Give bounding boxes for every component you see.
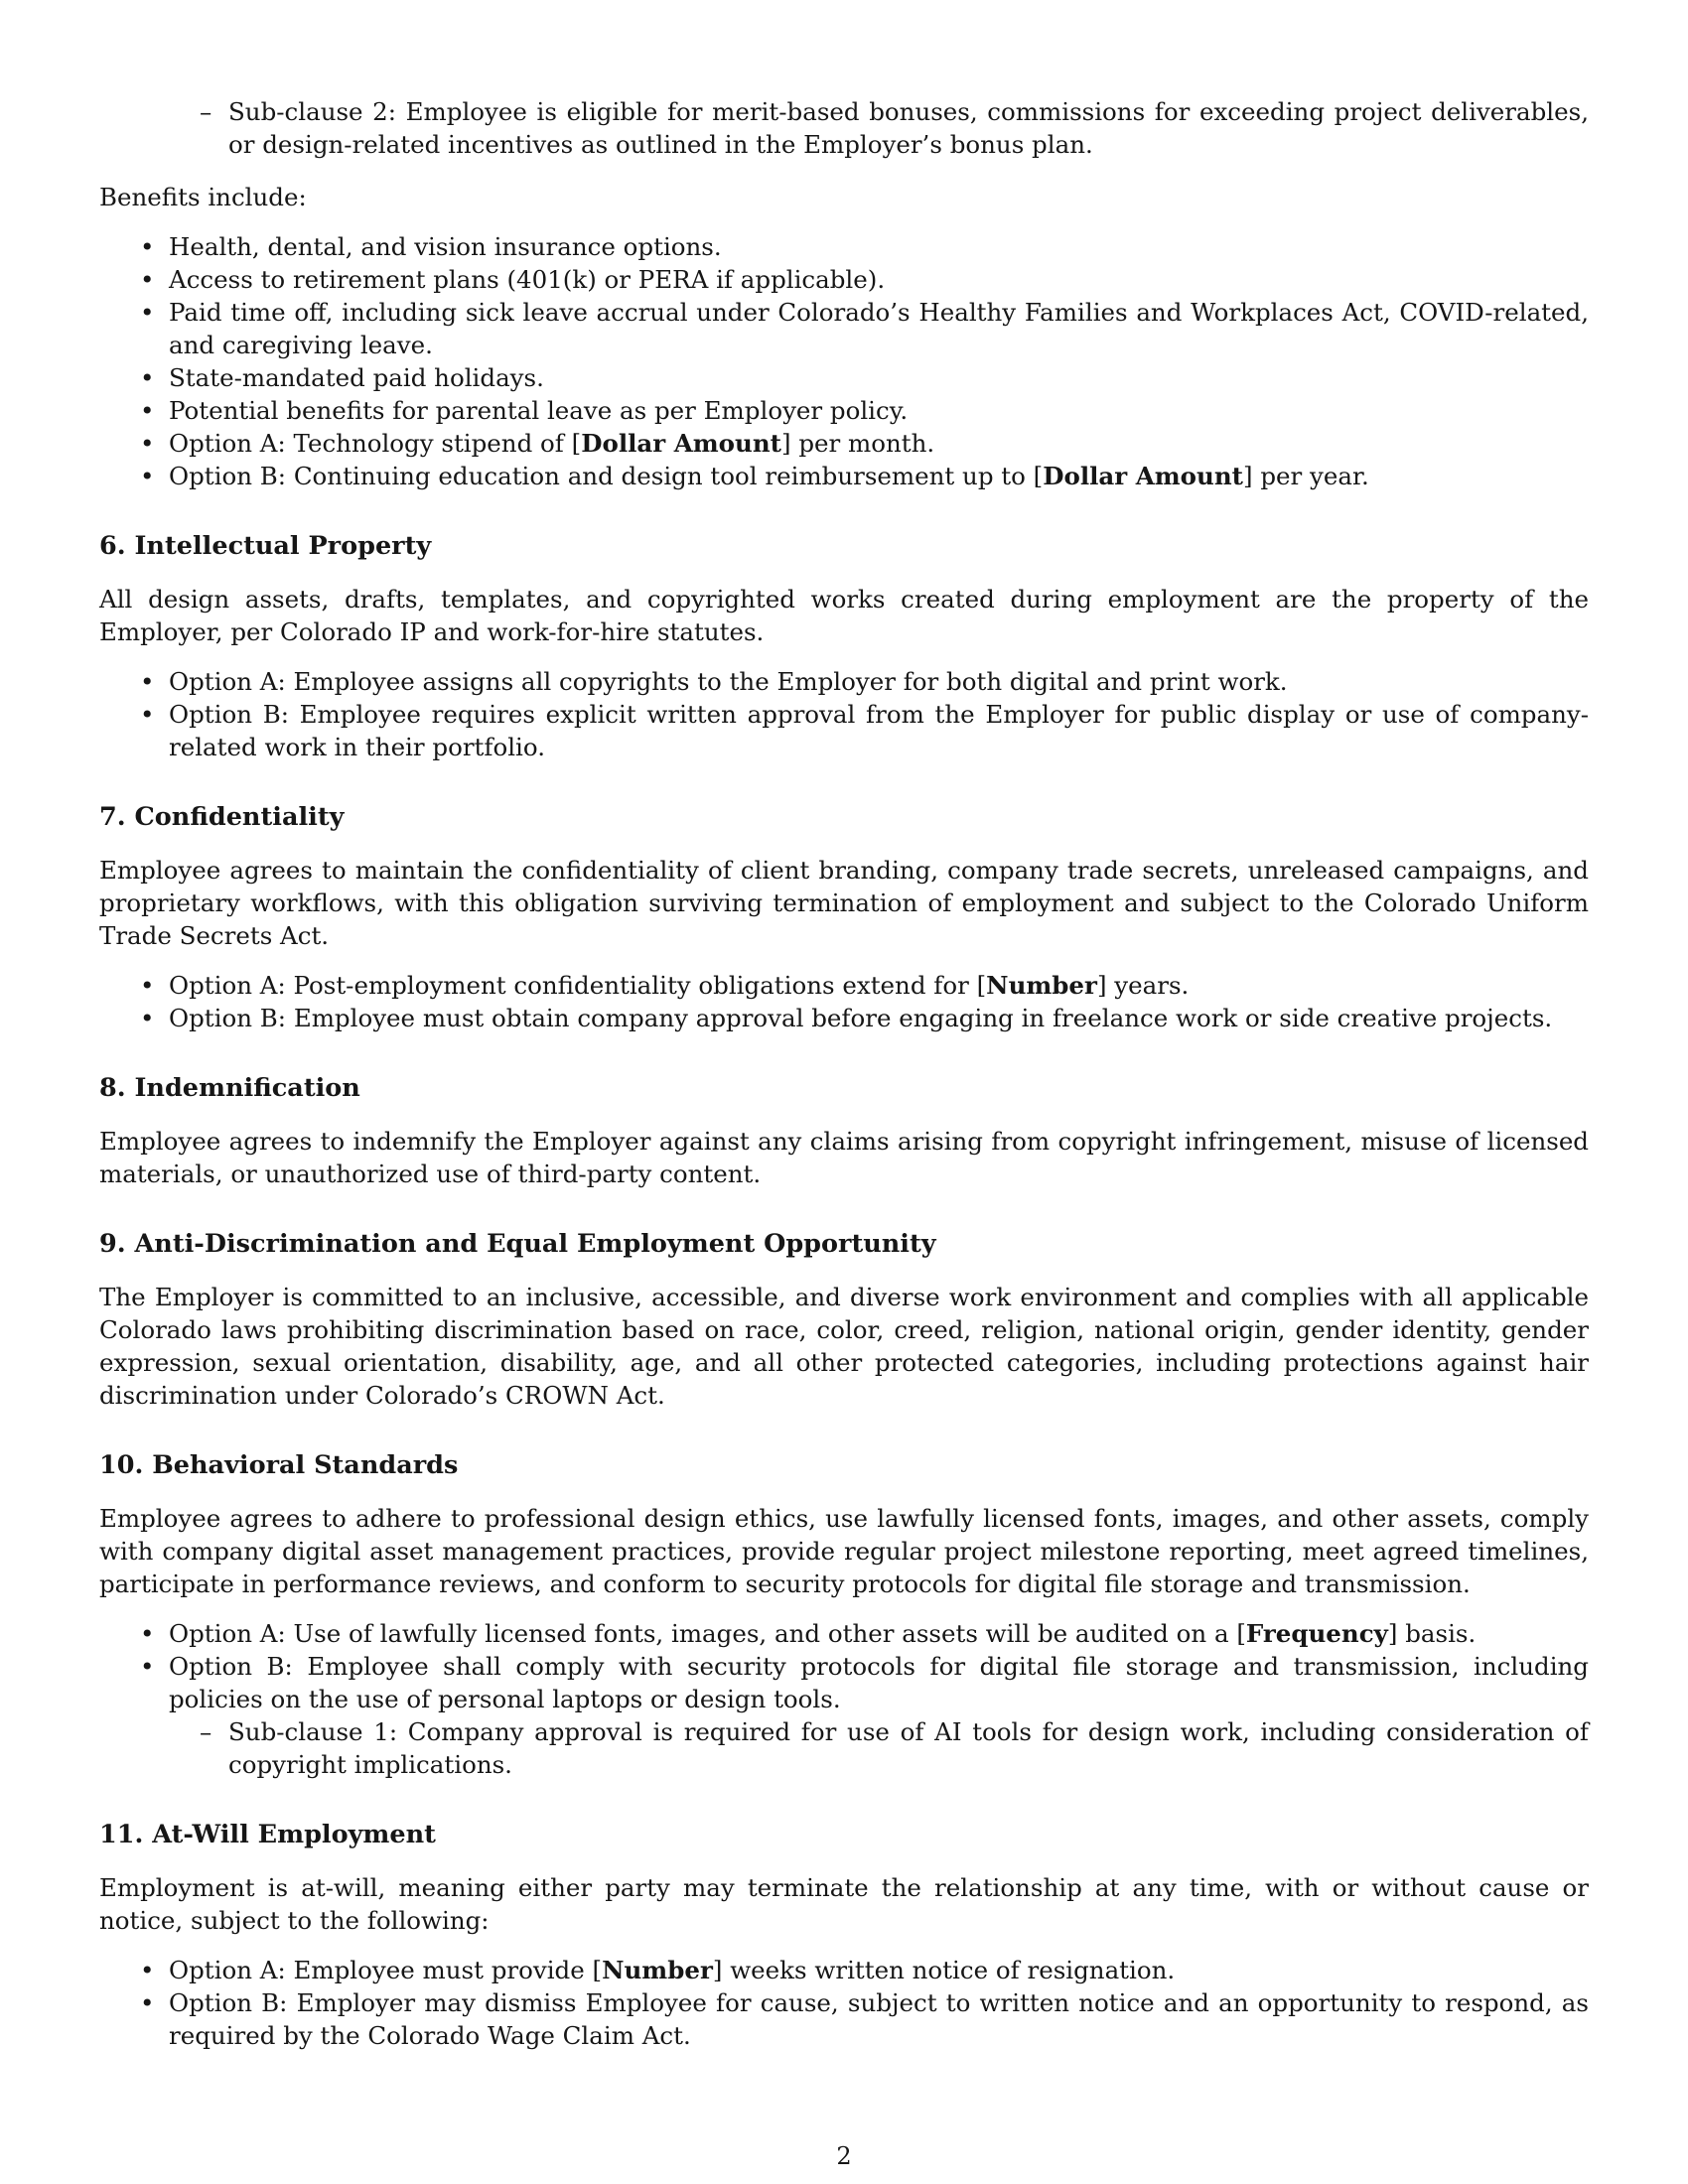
section-6-options [99,665,1589,763]
section-body-7: Employee agrees to maintain the confidentiality of client branding, company trade secrets, unreleased campaigns, and proprietary workflows, with this obligation surviving termination of employment and subject to the Colorado Uniform Trade Secrets Act. [99,856,1589,950]
placeholder-field: Dollar Amount [1043,462,1243,490]
list-item: • Option B: Employee must obtain company approval before engaging in freelance work or side creative projects. [99,1002,1589,1034]
benefits-label: Benefits include: [99,183,307,211]
list-item: • Option B: Employee shall comply with security protocols for digital file storage and transmission, including policies on the use of personal laptops or design tools. [99,1650,1589,1715]
section-body-10: Employee agrees to adhere to professional design ethics, use lawfully licensed fonts, images, and other assets, comply with company digital asset management practices, provide regular project milestone reporting, meet agreed timelines, participate in performance reviews, and conform to security protocols for digital file storage and transmission. [99,1504,1589,1598]
document-page [99,95,1589,2052]
subclause-1: – Sub-clause 1: Company approval is required for use of AI tools for design work, including consideration of copyright implications. [99,1715,1589,1781]
list-item: • Option A: Employee must provide [Number] weeks written notice of resignation. [99,1954,1589,1986]
list-item: • Health, dental, and vision insurance options. [99,230,1589,263]
list-item: • Option A: Use of lawfully licensed fonts, images, and other assets will be audited on a [Frequency] basis. [99,1617,1589,1650]
list-item: • Option A: Post-employment confidentiality obligations extend for [Number] years. [99,969,1589,1002]
section-body-11: Employment is at-will, meaning either party may terminate the relationship at any time, with or without cause or notice, subject to the following: [99,1873,1589,1935]
list-item: • Paid time off, including sick leave accrual under Colorado’s Healthy Families and Workplaces Act, COVID-related, and caregiving leave. [99,296,1589,361]
list-item: • Option B: Employer may dismiss Employee for cause, subject to written notice and an opportunity to respond, as required by the Colorado Wage Claim Act. [99,1986,1589,2052]
list-item: • Access to retirement plans (401(k) or PERA if applicable). [99,263,1589,296]
section-heading-6: 6. Intellectual Property [99,531,432,561]
page-number: 2 [836,2142,852,2170]
section-10-options [99,1617,1589,1781]
placeholder-field: Dollar Amount [581,429,781,458]
section-11-options [99,1954,1589,2052]
benefits-list [99,230,1589,492]
section-heading-9: 9. Anti-Discrimination and Equal Employment Opportunity [99,1229,936,1259]
list-item: • Option A: Employee assigns all copyrights to the Employer for both digital and print work. [99,665,1589,698]
placeholder-field: Frequency [1245,1619,1388,1648]
section-body-9: The Employer is committed to an inclusive, accessible, and diverse work environment and complies with all applicable Colorado laws prohibiting discrimination based on race, color, creed, religion, national origin, gender identity, gender expression, sexual orientation, disability, age, and all other protected categories, including protections against hair discrimination under Colorado’s CROWN Act. [99,1283,1589,1410]
section-heading-10: 10. Behavioral Standards [99,1450,459,1480]
list-item: • Potential benefits for parental leave as per Employer policy. [99,394,1589,427]
section-body-8: Employee agrees to indemnify the Employer against any claims arising from copyright infringement, misuse of licensed materials, or unauthorized use of third-party content. [99,1127,1589,1188]
list-item: • Option B: Continuing education and design tool reimbursement up to [Dollar Amount] per year. [99,460,1589,492]
list-item: • Option A: Technology stipend of [Dollar Amount] per month. [99,427,1589,460]
section-heading-8: 8. Indemnification [99,1073,360,1103]
placeholder-field: Number [602,1956,713,1984]
section-7-options [99,969,1589,1034]
section-body-6: All design assets, drafts, templates, and copyrighted works created during employment are the property of the Employer, per Colorado IP and work-for-hire statutes. [99,585,1589,646]
section-heading-11: 11. At-Will Employment [99,1820,436,1849]
intro-subclause-list [99,95,1589,161]
list-item: • State-mandated paid holidays. [99,361,1589,394]
subclause-2: – Sub-clause 2: Employee is eligible for merit-based bonuses, commissions for exceeding project deliverables, or design-related incentives as outlined in the Employer’s bonus plan. [99,95,1589,161]
section-heading-7: 7. Confidentiality [99,802,345,832]
placeholder-field: Number [986,971,1097,1000]
list-item: • Option B: Employee requires explicit written approval from the Employer for public display or use of company-related work in their portfolio. [99,698,1589,763]
